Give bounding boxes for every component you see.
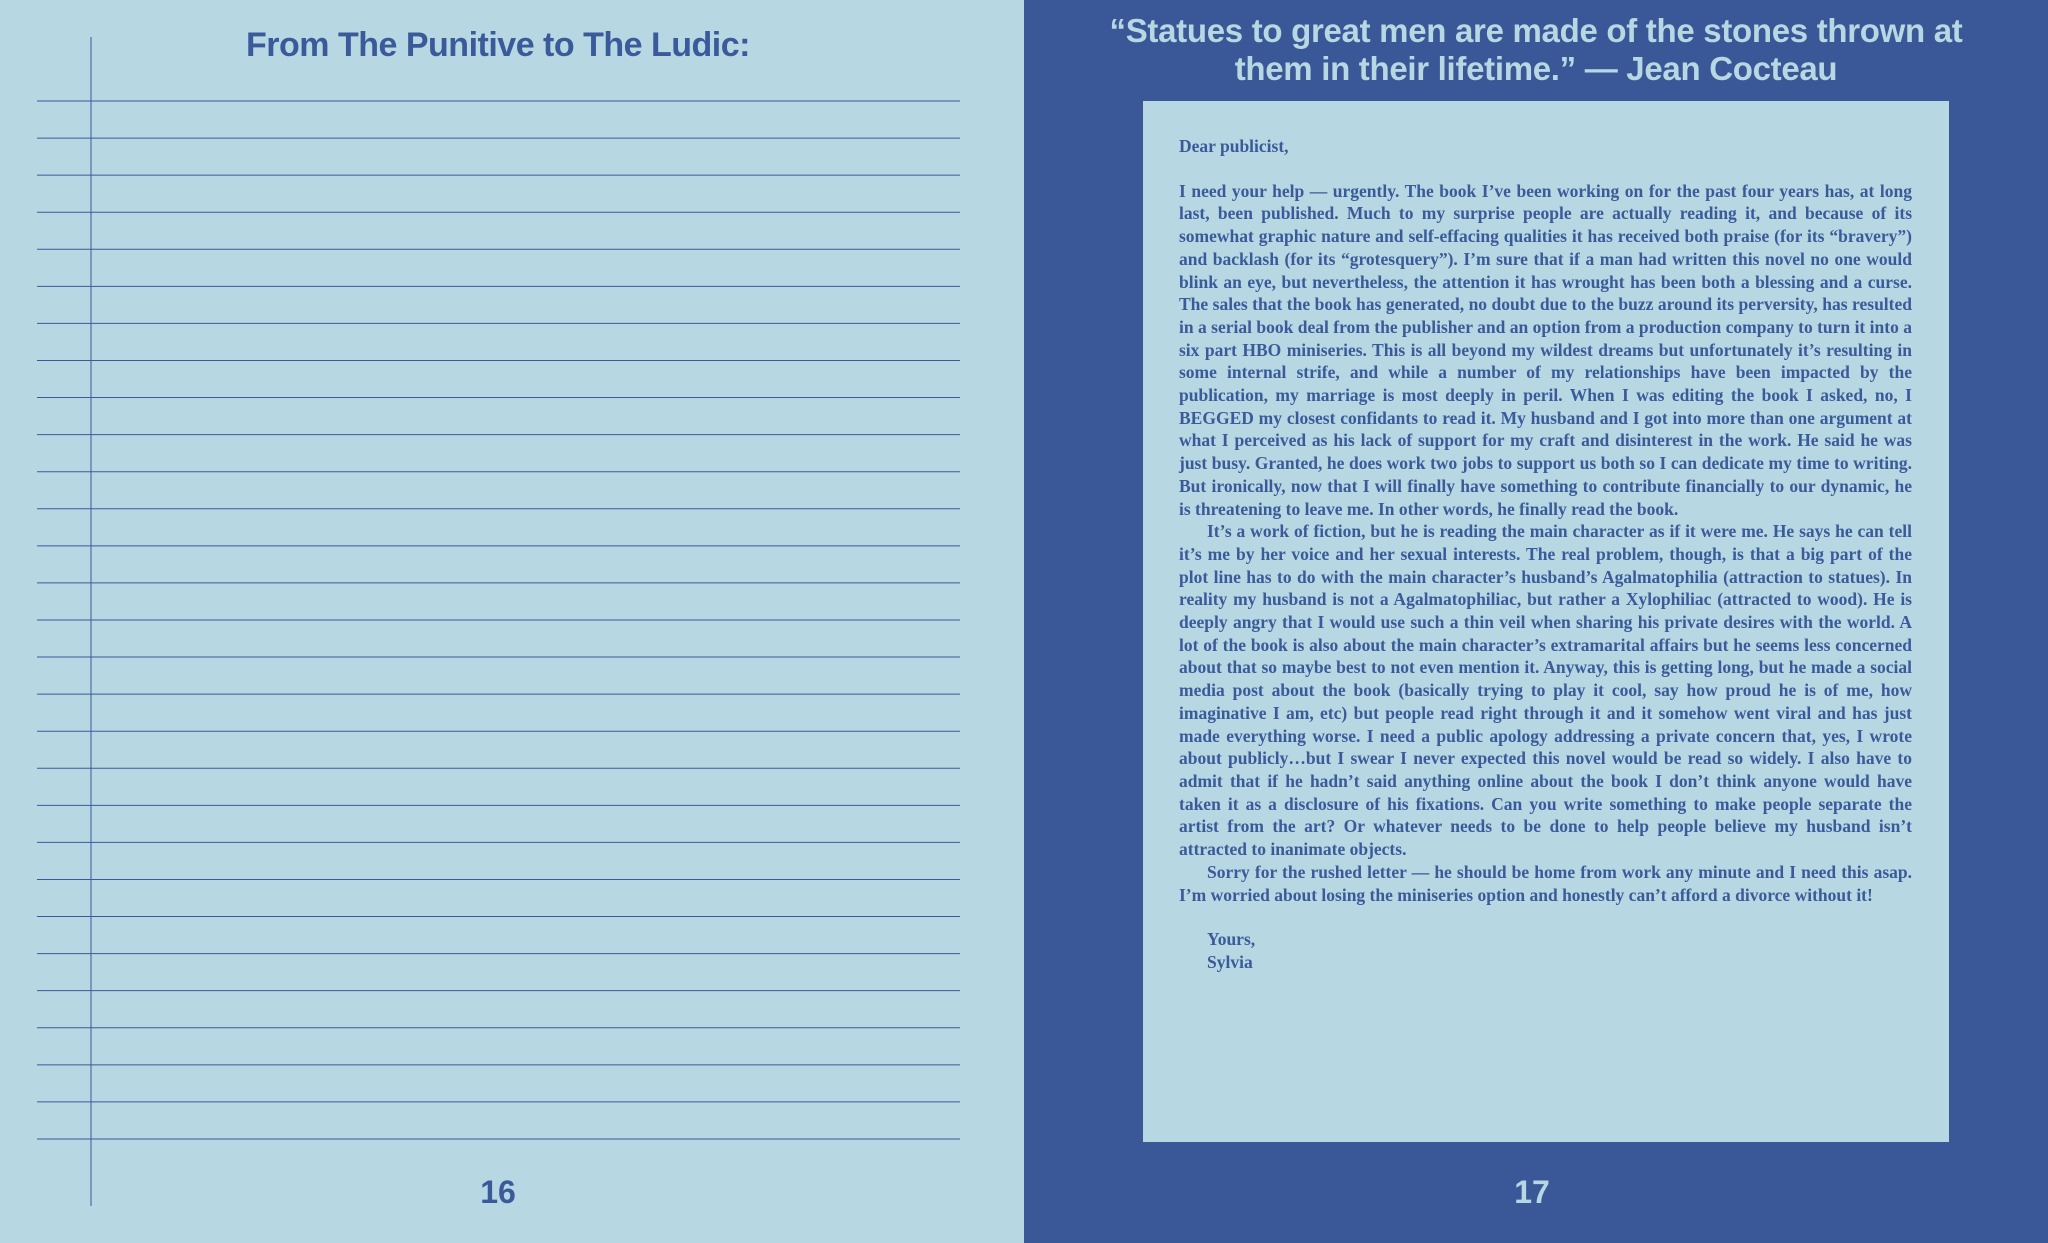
letter-paragraph-2: It’s a work of fiction, but he is reading the main character as if it were me. He says he can tell it’s me by her voice and her sexual interests. The real problem, though, is that a big part of the plot line has to do with the main character’s husband’s Agalmatophilia (attraction to statues). In reality my husband is not a Agalmatophiliac, but rather a Xylophiliac (attracted to wood). He is deeply angry that I would use such a thin veil when sharing his private desires with the world. A lot of the book is also about the main character’s extramarital affairs but he seems less concerned about that so maybe best to not even mention it. Anyway, this is getting long, but he made a social media post about the book (basically trying to play it cool, say how proud he is of me, how imaginative I am, etc) but people read right through it and it somehow went viral and has just made everything worse. I need a public apology addressing a private concern that, yes, I wrote about publicly…but I swear I never expected this novel would be read so widely. I also have to admit that if he hadn’t said anything online about the book I don’t think anyone would have taken it as a disclosure of his fixations. Can you write something to make people separate the artist from the art? Or whatever needs to be done to help people believe my husband isn’t attracted to inanimate objects. bbox=[1179, 521, 1912, 860]
letter-card bbox=[1143, 101, 1949, 1142]
letter-salutation: Dear publicist, bbox=[1179, 136, 1289, 156]
page-number-left: 16 bbox=[480, 1174, 516, 1210]
letter-paragraph-1: I need your help — urgently. The book I’ve been working on for the past four years has, at long last, been published. Much to my surprise people are actually reading it, and because of its somewhat graphic nature and self-effacing qualities it has received both praise (for its “bravery”) and backlash (for its “grotesquery”). I’m sure that if a man had written this novel no one would blink an eye, but nevertheless, the attention it has wrought has been both a blessing and a curse. The sales that the book has generated, no doubt due to the buzz around its perversity, has resulted in a serial book deal from the publisher and an option from a production company to turn it into a six part HBO miniseries. This is all beyond my wildest dreams but unfortunately it’s resulting in some internal strife, and while a number of my relationships have been impacted by the publication, my marriage is most deeply in peril. When I was editing the book I asked, no, I BEGGED my closest confidants to read it. My husband and I got into more than one argument at what I perceived as his lack of support for my craft and disinterest in the work. He said he was just busy. Granted, he does work two jobs to support us both so I can dedicate my time to writing. But ironically, now that I will finally have something to contribute financially to our dynamic, he is threatening to leave me. In other words, he finally read the book. bbox=[1179, 180, 1912, 519]
letter bbox=[1179, 135, 1912, 974]
letter-paragraph-3: Sorry for the rushed letter — he should be home from work any minute and I need this asap. I’m worried about losing the miniseries option and honestly can’t afford a divorce without it! bbox=[1179, 861, 1912, 905]
page-title: From The Punitive to The Ludic: bbox=[246, 26, 750, 64]
page-number-right: 17 bbox=[1514, 1174, 1550, 1210]
letter-signoff: Yours, bbox=[1207, 929, 1256, 950]
letter-signature: Sylvia bbox=[1207, 951, 1253, 972]
right-page bbox=[1024, 0, 2048, 1243]
quote-heading: “Statues to great men are made of the stones thrown at them in their lifetime.” — Jean Cocteau bbox=[1109, 12, 1963, 87]
